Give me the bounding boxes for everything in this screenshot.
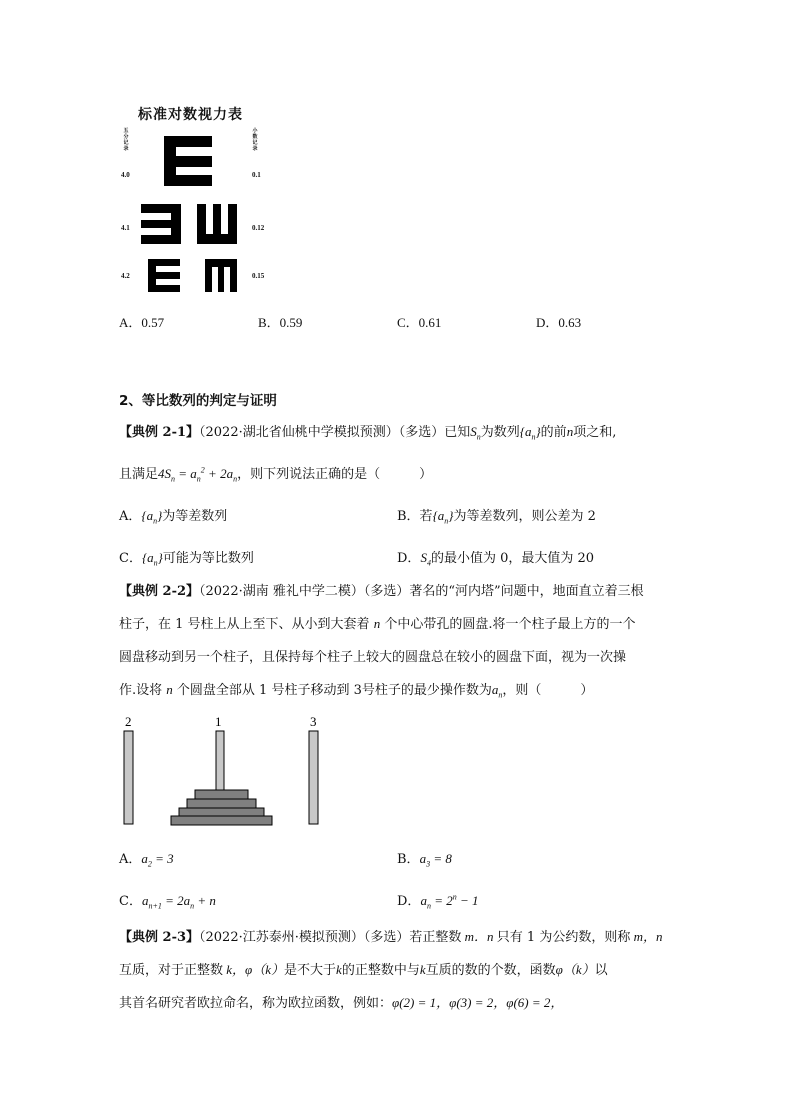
section-heading: 2、等比数列的判定与证明: [119, 393, 277, 409]
ex22-tag: 【典例 2-2】: [119, 584, 200, 599]
math-n: n: [373, 616, 381, 631]
ex23-line3: [119, 992, 563, 1011]
math-recurrence: $a_{n+1} = 2a_n + n$: [141, 893, 216, 911]
option-label: C．: [397, 315, 419, 330]
option-label: A．: [119, 509, 142, 524]
option-label: B．: [258, 315, 280, 330]
text: 个圆盘全部从 1 号柱子移动到 3号柱子的最少操作数为: [176, 683, 492, 698]
text: 且满足: [119, 467, 159, 482]
option-text: 的最小值为 0，最大值为 20: [430, 551, 595, 566]
math-m-comma-n: m，n: [630, 929, 663, 944]
math-m-n: m．n: [461, 929, 497, 944]
option-label: D．: [536, 315, 559, 330]
pillar-2: [124, 731, 133, 824]
text: 柱子，在 1 号柱上从上至下、从小到大套着: [119, 617, 370, 632]
math-k: k，: [223, 962, 246, 977]
option-label: B．: [397, 852, 420, 867]
pillar-label-3: 3: [310, 714, 317, 729]
math-euler-examples: φ(2) = 1，φ(3) = 2，φ(6) = 2，: [392, 995, 564, 1010]
text: 以: [594, 963, 608, 978]
text: 个中心带孔的圆盘.将一个柱子最上方的一个: [384, 617, 636, 632]
optotype-e-down: [205, 259, 237, 292]
ex21-line2: [119, 463, 432, 484]
disk-3: [179, 808, 264, 816]
text: 若正整数: [409, 930, 462, 945]
eye-row-2-decimal: 0.12: [252, 224, 265, 232]
text: 著名的“河内塔”问题中，地面直立着三根: [409, 584, 644, 599]
option-value: 0.59: [279, 315, 303, 330]
pillar-label-2: 2: [125, 714, 132, 729]
ex22-line4: [119, 679, 593, 700]
ex21-source: （2022·湖北省仙桃中学模拟预测）（多选）: [199, 425, 445, 440]
ex21-option-b[interactable]: [397, 505, 596, 526]
option-text: 为等差数列: [162, 509, 228, 524]
optotype-e-right-large: [164, 136, 212, 186]
q1-option-d[interactable]: [536, 312, 581, 331]
disk-4: [171, 816, 272, 825]
option-label: B．若: [397, 509, 433, 524]
text: 互质，对于正整数: [119, 963, 224, 978]
ex21-tag: 【典例 2-1】: [119, 425, 200, 440]
math-an-braces: $\{a_n\}$: [141, 550, 163, 568]
option-label: A．: [119, 315, 142, 330]
q1-option-c[interactable]: [397, 312, 441, 331]
ex21-line1: [119, 421, 616, 442]
eye-chart-left-header: 五分记录: [123, 128, 129, 152]
eye-row-3-decimal: 0.15: [252, 272, 265, 280]
text: ，则下列说法正确的是（ ）: [237, 467, 433, 482]
ex22-line3: 圆盘移动到另一个柱子，且保持每个柱子上较大的圆盘总在较小的圆盘下面，视为一次操: [119, 650, 627, 665]
optotype-e-up: [197, 204, 237, 244]
pillar-3: [309, 731, 318, 824]
option-text: 为等差数列，则公差为 2: [453, 509, 596, 524]
math-closed-form: $a_n = 2^n - 1$: [420, 892, 479, 911]
math-a2-eq-3: $a_2 = 3$: [141, 851, 174, 869]
text: 作.设将: [119, 683, 163, 698]
ex22-source: （2022·湖南 雅礼中学二模）（多选）: [199, 584, 410, 599]
math-a3-eq-8: $a_3 = 8$: [419, 851, 452, 869]
optotype-e-left: [141, 204, 181, 244]
option-label: D．: [397, 894, 421, 909]
math-s4: $S_4$: [420, 550, 431, 568]
option-label: C．: [119, 894, 142, 909]
eye-chart-right-header: 小数记录: [252, 128, 258, 152]
math-n: n: [566, 424, 574, 439]
ex23-line1: [119, 926, 662, 945]
math-n: n: [166, 682, 173, 697]
eye-row-3-five: 4.2: [121, 272, 130, 280]
ex21-option-c[interactable]: [119, 547, 254, 568]
eye-row-1-five: 4.0: [121, 171, 130, 179]
option-value: 0.57: [141, 315, 165, 330]
disk-1: [195, 790, 248, 799]
option-value: 0.61: [418, 315, 442, 330]
q1-option-a[interactable]: [119, 312, 164, 331]
ex23-tag: 【典例 2-3】: [119, 930, 200, 945]
q1-option-b[interactable]: [258, 312, 302, 331]
option-text: 可能为等比数列: [162, 551, 254, 566]
ex21-option-d[interactable]: [397, 547, 594, 568]
math-sn: $S_n$: [470, 424, 481, 442]
ex22-option-c[interactable]: [119, 890, 216, 911]
text: 为数列: [480, 425, 520, 440]
ex21-option-a[interactable]: [119, 505, 227, 526]
ex22-option-a[interactable]: [119, 848, 174, 869]
math-condition: $4S_n = a_n^2 + 2a_n$: [158, 465, 238, 484]
math-phi-k: φ（k）: [555, 962, 595, 977]
text: 的正整数中与: [341, 963, 420, 978]
eye-row-2-five: 4.1: [121, 224, 130, 232]
option-value: 0.63: [558, 315, 582, 330]
option-label: A．: [119, 852, 142, 867]
optotype-e-right-small: [148, 259, 180, 292]
ex22-option-d[interactable]: [397, 890, 479, 911]
math-an-braces: $\{a_n\}$: [141, 508, 163, 526]
eye-row-1-decimal: 0.1: [252, 171, 261, 179]
text: 只有 1 为公约数，则称: [496, 930, 631, 945]
text: 项之和,: [573, 425, 617, 440]
hanoi-figure: [115, 713, 325, 828]
eye-chart-title: 标准对数视力表: [138, 107, 243, 123]
pillar-label-1: 1: [215, 714, 222, 729]
ex23-source: （2022·江苏泰州·模拟预测）（多选）: [199, 930, 410, 945]
disk-2: [187, 799, 256, 808]
text: ，则（ ）: [502, 683, 594, 698]
option-label: C．: [119, 551, 142, 566]
option-label: D．: [397, 551, 421, 566]
math-k: k: [419, 962, 426, 977]
ex22-line2: [119, 613, 635, 632]
ex22-option-b[interactable]: [397, 848, 452, 869]
pillar-1: [216, 731, 224, 791]
ex23-line2: [119, 959, 608, 978]
text: 互质的数的个数，函数: [425, 963, 556, 978]
text: 其首名研究者欧拉命名，称为欧拉函数，例如：: [119, 996, 393, 1011]
math-k: k: [336, 962, 342, 977]
math-an-braces: $\{a_n\}$: [519, 424, 541, 442]
text: 的前: [540, 425, 567, 440]
math-an-braces: $\{a_n\}$: [432, 508, 454, 526]
ex22-line1: [119, 580, 644, 599]
math-an: $a_n$: [491, 682, 503, 700]
text: 已知: [444, 425, 471, 440]
math-phi-k: φ（k）: [245, 962, 285, 977]
text: 是不大于: [284, 963, 337, 978]
eye-chart-figure: [130, 128, 250, 296]
